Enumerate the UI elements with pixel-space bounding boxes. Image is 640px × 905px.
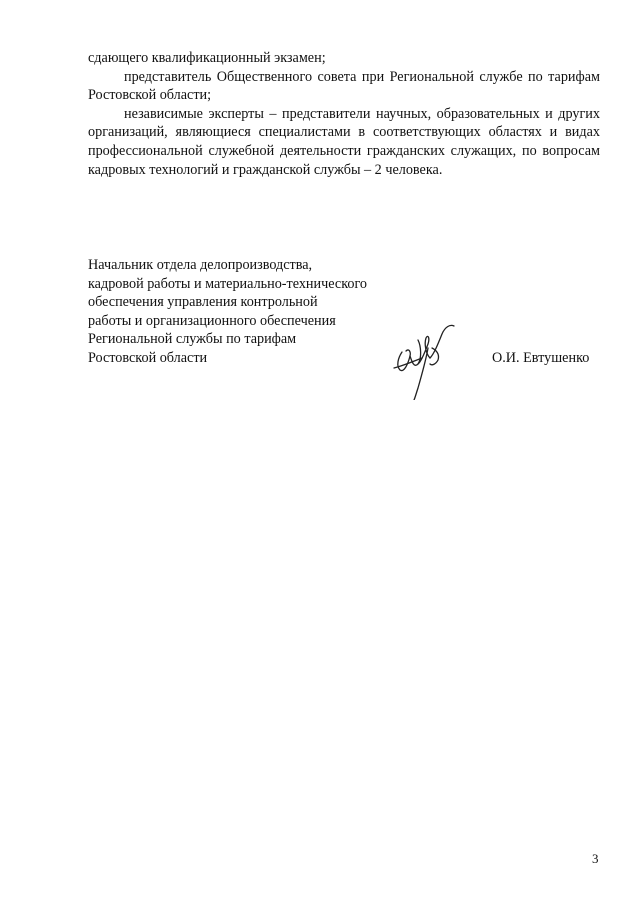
signatory-title-line: Региональной службы по тарифам xyxy=(88,331,297,348)
signatory-title-line: работы и организационного обеспечения xyxy=(88,312,336,329)
signatory-title-line: Начальник отдела делопроизводства, xyxy=(88,257,313,273)
exam-candidate-line: сдающего квалификационный экзамен; xyxy=(88,50,326,66)
signatory-title-line: обеспечения управления контрольной xyxy=(88,294,318,311)
handwritten-signature xyxy=(388,318,464,400)
signatory-name: О.И. Евтушенко xyxy=(492,350,590,366)
body-text xyxy=(88,49,600,179)
page-number: 3 xyxy=(592,851,599,866)
signatory-title xyxy=(88,256,388,368)
signatory-title-line: кадровой работы и материально-технического xyxy=(88,275,368,292)
independent-experts-paragraph: независимые эксперты – представители научных, образовательных и других организаций, являющиеся специалистами в соответствующих областях и видах профессиональной служебной деятельности гражданских служащих, по вопросам кадровых технологий и гражданской службы – 2 человека. xyxy=(88,105,600,178)
public-council-paragraph: представитель Общественного совета при Региональной службе по тарифам Ростовской области; xyxy=(88,68,600,104)
signatory-title-line: Ростовской области xyxy=(88,349,208,366)
